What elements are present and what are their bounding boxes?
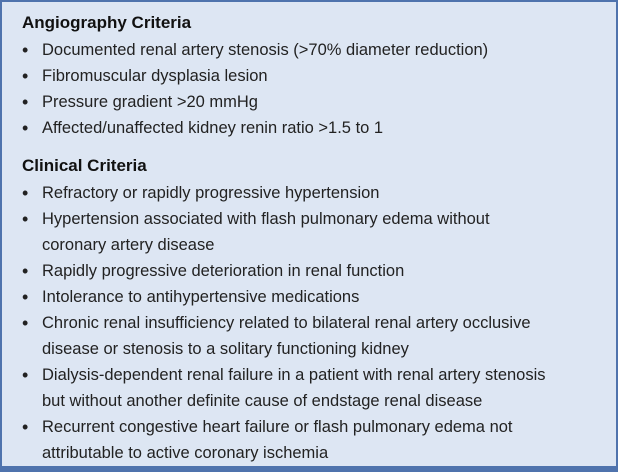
list-item: • Recurrent congestive heart failure or flash pulmonary edema not attributable to active coronary ischemia	[22, 414, 602, 466]
bullet-icon: •	[22, 66, 29, 86]
clinical-criteria-heading: Clinical Criteria	[22, 156, 147, 175]
bullet-icon: •	[22, 209, 29, 229]
bullet-icon: •	[22, 261, 29, 281]
list-item: • Documented renal artery stenosis (>70% diameter reduction)	[22, 37, 602, 63]
list-item: • Rapidly progressive deterioration in renal function	[22, 258, 602, 284]
bullet-icon: •	[22, 287, 29, 307]
list-item: • Affected/unaffected kidney renin ratio >1.5 to 1	[22, 115, 602, 141]
list-item: • Refractory or rapidly progressive hypertension	[22, 180, 602, 206]
list-item: • Fibromuscular dysplasia lesion	[22, 63, 602, 89]
clinical-criteria-list	[22, 180, 602, 466]
bullet-icon: •	[22, 118, 29, 138]
criteria-content	[22, 12, 602, 466]
bullet-icon: •	[22, 183, 29, 203]
list-item: • Chronic renal insufficiency related to bilateral renal artery occlusive disease or stenosis to a solitary functioning kidney	[22, 310, 602, 362]
bullet-icon: •	[22, 365, 29, 385]
angiography-criteria-list	[22, 37, 602, 141]
bullet-icon: •	[22, 40, 29, 60]
bullet-icon: •	[22, 313, 29, 333]
angiography-criteria-heading: Angiography Criteria	[22, 13, 192, 32]
bullet-icon: •	[22, 92, 29, 112]
list-item: • Hypertension associated with flash pulmonary edema without coronary artery disease	[22, 206, 602, 258]
bullet-icon: •	[22, 417, 29, 437]
list-item: • Intolerance to antihypertensive medications	[22, 284, 602, 310]
list-item: • Dialysis-dependent renal failure in a patient with renal artery stenosis but without another definite cause of endstage renal disease	[22, 362, 602, 414]
list-item: • Pressure gradient >20 mmHg	[22, 89, 602, 115]
